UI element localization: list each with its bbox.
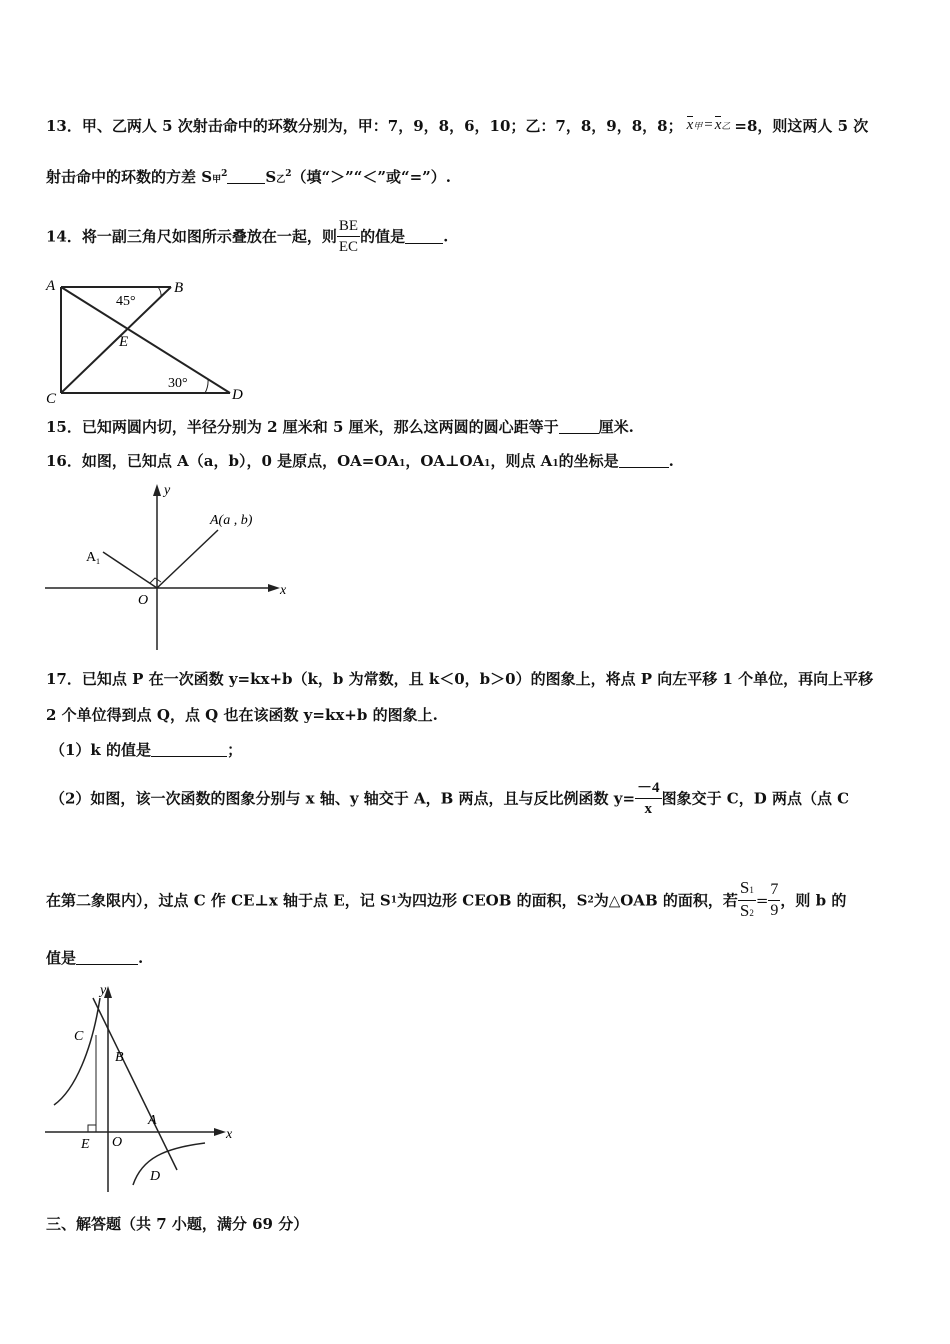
q16-line: 16．如图，已知点 A（a，b），0 是原点，OA=OA1，OA⊥OA1，则点 A1的坐标是 . [46,452,674,470]
q17-x-arrow [214,1128,226,1136]
q17-line-graph [93,998,177,1170]
q14-arc-30 [205,379,208,393]
q17-label-O: O [112,1135,123,1150]
q16-right-angle-mark [150,578,161,583]
q17-label-E: E [81,1137,90,1152]
q14-label-C: C [46,391,57,405]
answer-blank-15[interactable] [559,419,599,434]
q16-label-x: x [280,583,287,598]
q17-part2: （2）如图，该一次函数的图象分别与 x 轴、y 轴交于 A，B 两点，且与反比例函数 y= $\frac{-4}{x}$ 图象交于 C，D 两点（点 C [50,780,850,817]
q16-label-A1: A [86,550,97,565]
q14-arc-45 [158,287,161,297]
q17-label-D: D [150,1169,161,1184]
q13-line2: 射击命中的环数的方差 S甲$^2$ S乙$^2$（填“＞”“＜”或“=”）. [46,168,452,186]
q14-label-D: D [232,387,243,403]
fraction-7-9: $\frac{7}{9}$ [770,881,779,919]
q17-part1: （1）k 的值是 ； [50,741,243,759]
q14-figure [40,275,255,405]
q14-label-A: A [46,278,56,294]
section3-title: 三、解答题（共 7 小题，满分 69 分） [46,1215,309,1233]
q16-label-O: O [138,593,149,608]
answer-blank-14[interactable] [405,229,443,244]
q14-seg-AD [61,287,230,393]
q16-seg-OA [157,530,218,588]
q16-figure [40,480,300,652]
q17-hyperbola-left [54,998,100,1105]
q17-label-A: A [148,1113,157,1128]
q17-line2: 2 个单位得到点 Q，点 Q 也在该函数 y=kx+b 的图象上. [46,706,438,724]
fraction-s1-s2: $\frac{S1}{S2}$ [739,878,754,920]
q14-angle-30: 30° [168,376,188,391]
q17-hyperbola-right [133,1143,205,1185]
q16-label-A1-sub: 1 [96,557,100,566]
q14-label-E: E [119,334,129,350]
q17-line4: 在第二象限内），过点 C 作 CE⊥x 轴于点 E，记 S1为四边形 CEOB 的面积，S2为△OAB 的面积，若 $\frac{S1}{S2}$ = $\frac{7}{9}$ ，则 b 的 [46,878,846,923]
answer-blank-17-1[interactable] [151,742,227,757]
q13-line1: 13．甲、乙两人 5 次射击命中的环数分别为，甲：7，9，8，6，10；乙：7，8，9，8，8； x甲 = x乙 =8，则这两人 5 次 [46,117,869,135]
q17-figure [40,980,260,1200]
fraction-neg4-over-x: $\frac{-4}{x}$ [637,780,660,817]
q17-label-x: x [226,1127,233,1142]
q17-label-B: B [115,1050,124,1065]
q14-line: 14．将一副三角尺如图所示叠放在一起，则 $\frac{BE}{EC}$ 的值是 . [46,218,449,255]
q17-line5: 值是 . [46,949,144,967]
q15-line: 15．已知两圆内切，半径分别为 2 厘米和 5 厘米，那么这两圆的圆心距等于 厘米. [46,418,634,436]
mean-equality: x甲 = x乙 [686,117,731,133]
q17-line1: 17．已知点 P 在一次函数 y=kx+b（k，b 为常数，且 k＜0，b＞0）的图象上，将点 P 向左平移 1 个单位，再向上平移 [46,670,874,688]
q16-label-A: A(a , b) [210,513,253,528]
fraction-be-ec: $\frac{BE}{EC}$ [338,218,359,255]
q14-angle-45: 45° [116,294,136,309]
q16-seg-OA1 [103,552,157,588]
q16-label-y: y [164,483,171,498]
q17-label-C: C [74,1029,84,1044]
answer-blank-17-2[interactable] [76,950,138,965]
q17-label-y: y [100,983,107,998]
q16-y-arrow [153,484,161,496]
q14-label-B: B [174,280,184,296]
answer-blank-13[interactable] [227,169,265,184]
q17-right-angle-mark [88,1125,96,1132]
answer-blank-16[interactable] [619,453,669,468]
q16-x-arrow [268,584,280,592]
